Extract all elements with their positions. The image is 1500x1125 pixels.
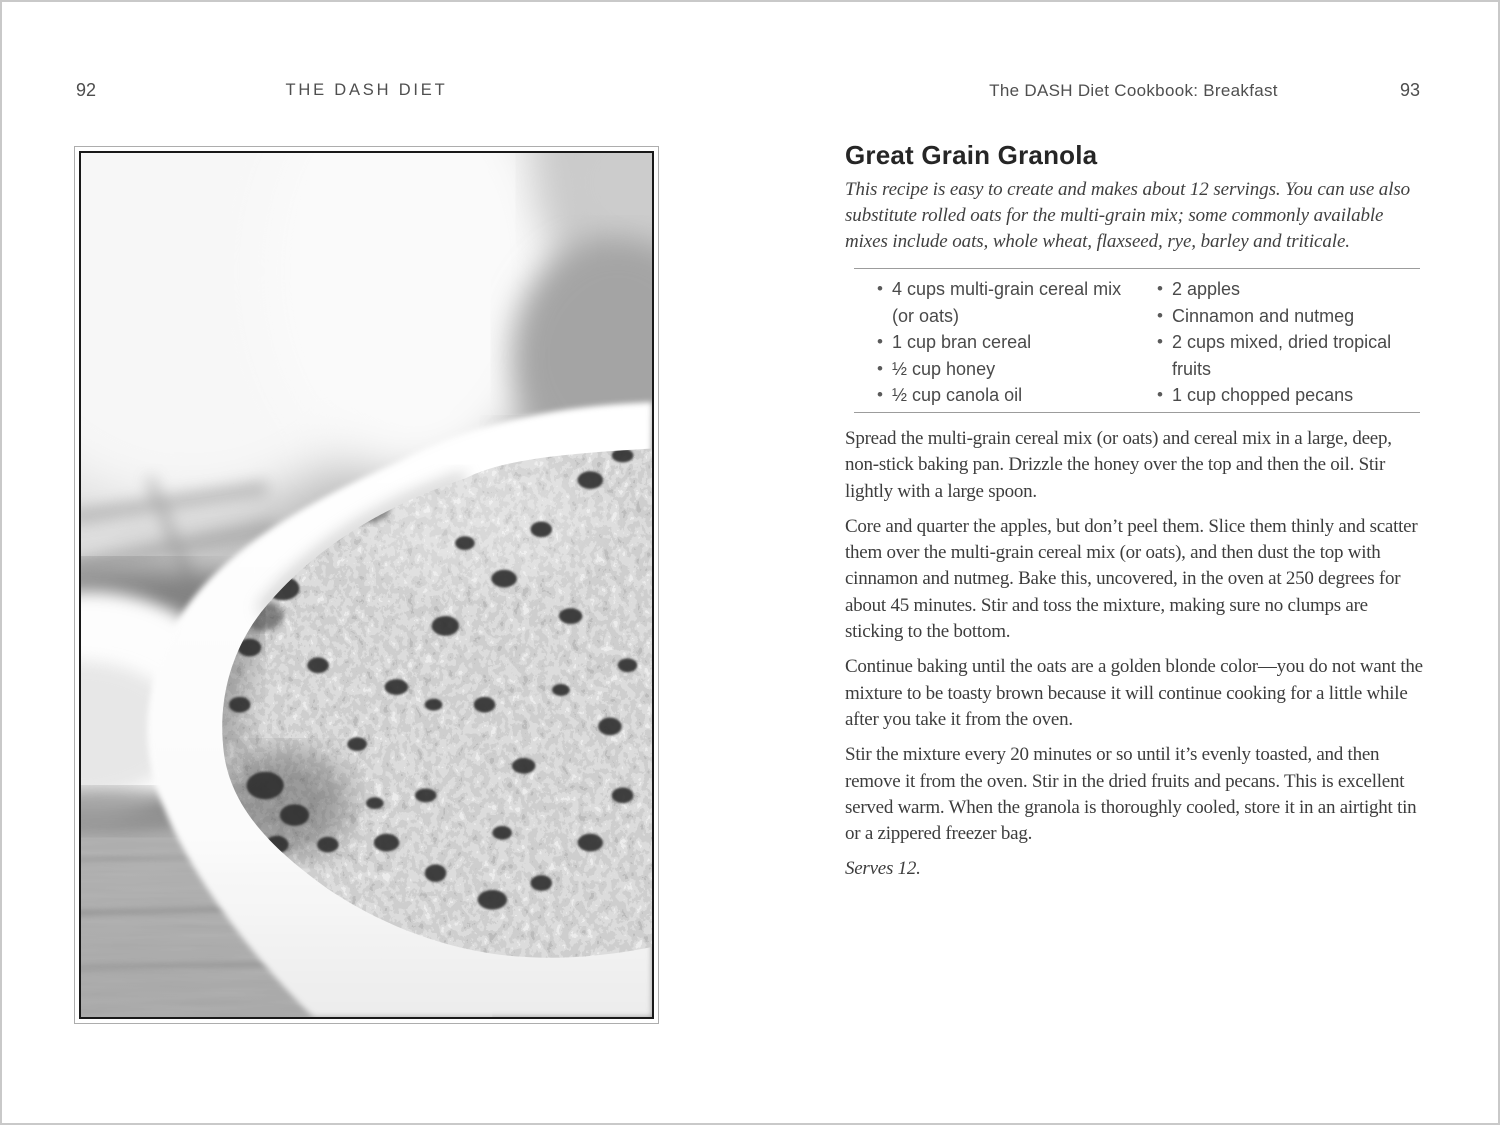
ingredients-box (854, 268, 1420, 413)
running-header-right: The DASH Diet Cookbook: Breakfast (989, 81, 1278, 100)
recipe-step: Continue baking until the oats are a golden blonde color—you do not want the mixture to be toasty brown because it will continue cooking for a little while after you take it from the oven. (845, 656, 1423, 730)
ingredients-column-1 (854, 276, 1140, 409)
granola-photo-illustration (81, 153, 652, 1017)
ingredient-item: • ½ cup honey (892, 356, 1140, 383)
page-number-left: 92 (76, 80, 97, 100)
page-number-right: 93 (1400, 80, 1421, 100)
recipe-step: Stir the mixture every 20 minutes or so until it’s evenly toasted, and then remove it from the oven. Stir in the dried fruits and pecans. This is excellent served warm. When the granola is thoroughly cooled, store it in an airtight tin or a zippered freezer bag. (845, 744, 1417, 845)
ingredient-item: • ½ cup canola oil (892, 382, 1140, 409)
recipe-intro: This recipe is easy to create and makes about 12 servings. You can use also substitute rolled oats for the multi-grain mix; some commonly available mixes include oats, whole wheat, flaxseed, rye, barley and triticale. (845, 179, 1411, 252)
granola-photo (79, 151, 654, 1019)
ingredients-column-2 (1140, 276, 1420, 409)
serves-note: Serves 12. (845, 858, 921, 880)
recipe-steps (845, 426, 1425, 892)
ingredient-item: • 2 cups mixed, dried tropical fruits (1172, 329, 1420, 382)
ingredient-item: • Cinnamon and nutmeg (1172, 303, 1420, 330)
ingredient-item: • 1 cup chopped pecans (1172, 382, 1420, 409)
granola-photo-frame (74, 146, 659, 1024)
recipe-step: Core and quarter the apples, but don’t peel them. Slice them thinly and scatter them over the multi-grain cereal mix (or oats), and then dust the top with cinnamon and nutmeg. Bake this, uncovered, in the oven at 250 degrees for about 45 minutes. Stir and toss the mixture, making sure no clumps are sticking to the bottom. (845, 515, 1418, 643)
ingredient-item: • 2 apples (1172, 276, 1420, 303)
ingredient-item: • 1 cup bran cereal (892, 329, 1140, 356)
recipe-step: Spread the multi-grain cereal mix (or oats) and cereal mix in a large, deep, non-stick baking pan. Drizzle the honey over the top and then the oil. Stir lightly with a large spoon. (845, 428, 1392, 502)
running-header-left: THE DASH DIET (285, 81, 448, 99)
recipe-title: Great Grain Granola (845, 140, 1098, 170)
ingredient-item: • 4 cups multi-grain cereal mix (or oats) (892, 276, 1140, 329)
